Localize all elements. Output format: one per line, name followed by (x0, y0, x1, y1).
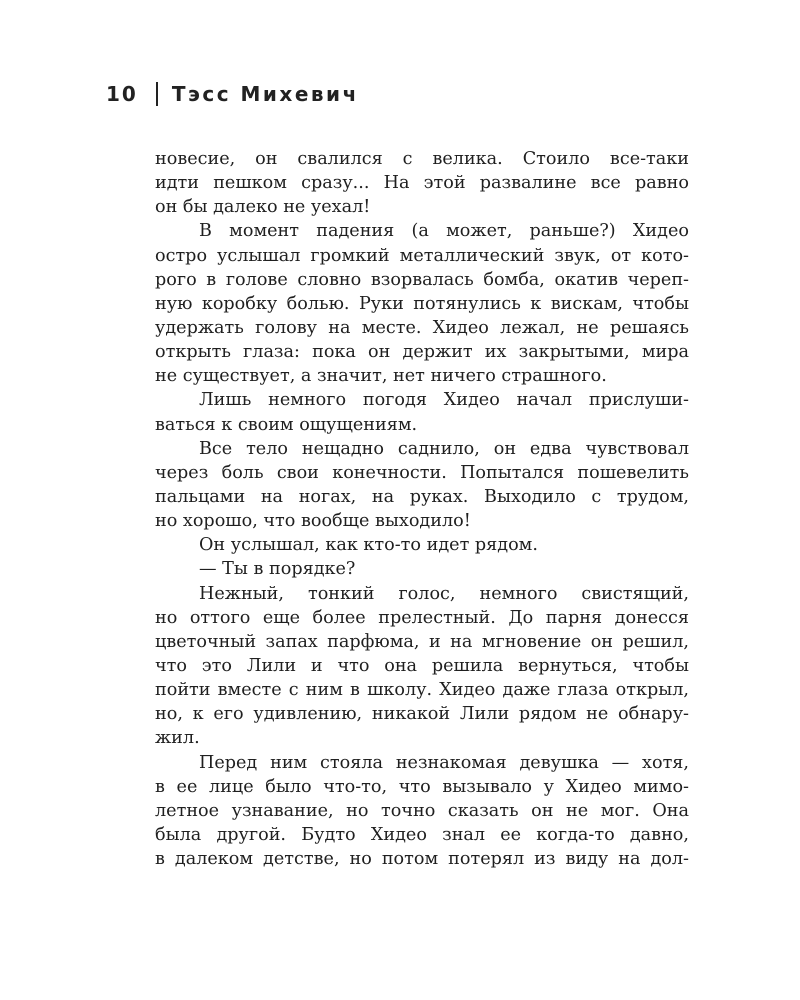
header-divider (156, 82, 158, 106)
text-line: жил. (155, 728, 200, 749)
text-line: но хорошо, что вообще выходило! (155, 511, 471, 532)
text-line: Все тело нещадно саднило, он едва чувствовал (199, 438, 689, 459)
text-line: пальцами на ногах, на руках. Выходило с трудом, (155, 486, 689, 507)
text-line: что это Лили и что она решила вернуться, чтобы (155, 655, 689, 676)
text-line: — Ты в порядке? (199, 559, 356, 580)
text-line: летное узнавание, но точно сказать он не мог. Она (155, 800, 689, 821)
text-line: Он услышал, как кто-то идет рядом. (199, 535, 538, 556)
running-header (106, 80, 359, 108)
text-line: открыть глаза: пока он держит их закрытыми, мира (155, 342, 689, 363)
text-line: но, к его удивлению, никакой Лили рядом не обнару- (155, 704, 689, 725)
text-line: Перед ним стояла незнакомая девушка — хотя, (199, 752, 689, 773)
text-line: ваться к своим ощущениям. (155, 414, 418, 435)
text-line: новесие, он свалился с велика. Стоило все-таки (155, 149, 689, 169)
text-line: пойти вместе с ним в школу. Хидео даже глаза открыл, (155, 680, 689, 701)
text-line: через боль свои конечности. Попытался пошевелить (155, 462, 689, 483)
text-line: ную коробку болью. Руки потянулись к вискам, чтобы (155, 293, 689, 314)
text-line: В момент падения (а может, раньше?) Хидео (199, 221, 689, 242)
text-line: рого в голове словно взорвалась бомба, окатив череп- (155, 269, 689, 290)
text-line: не существует, а значит, нет ничего страшного. (155, 366, 607, 387)
text-line: остро услышал громкий металлический звук, от кото- (155, 245, 689, 266)
text-line: в далеком детстве, но потом потерял из виду на дол- (155, 849, 689, 870)
text-line: цветочный запах парфюма, и на мгновение он решил, (155, 631, 689, 652)
body-text (155, 147, 689, 871)
text-line: Лишь немного погодя Хидео начал прислуши- (199, 390, 689, 411)
text-line: была другой. Будто Хидео знал ее когда-то давно, (155, 824, 689, 845)
text-line: он бы далеко не уехал! (155, 197, 371, 218)
page-number: 10 (106, 82, 138, 106)
text-line: Нежный, тонкий голос, немного свистящий, (199, 583, 689, 604)
text-line: удержать голову на месте. Хидео лежал, не решаясь (155, 317, 689, 338)
author-name: Тэсс Михевич (171, 82, 359, 106)
text-line: но оттого еще более прелестный. До парня донесся (155, 607, 689, 628)
text-line: идти пешком сразу... На этой развалине все равно (155, 173, 689, 194)
text-line: в ее лице было что-то, что вызывало у Хидео мимо- (155, 776, 689, 797)
